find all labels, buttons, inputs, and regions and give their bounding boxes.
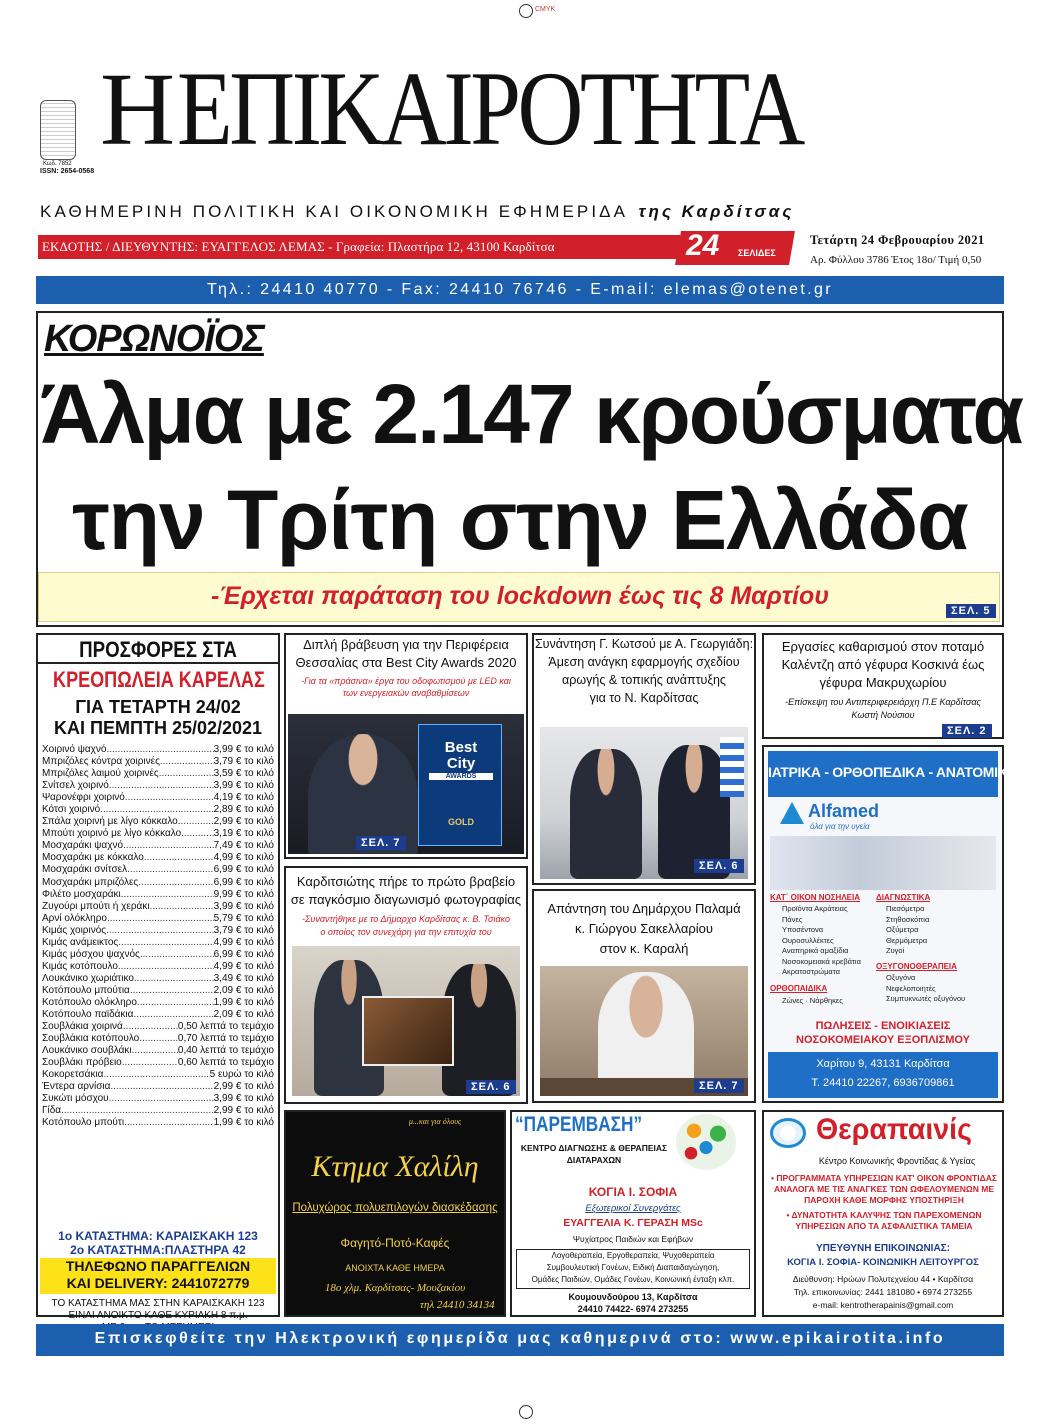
price-item-value: 3,79 € το κιλό xyxy=(213,924,274,936)
price-row xyxy=(42,889,274,901)
price-row xyxy=(42,877,274,889)
price-item-value: 2,09 € το κιλό xyxy=(213,1009,274,1021)
paremvasi-services-3: Ομάδες Παιδιών, Ομάδες Γονέων, Κοινωνική ένταξη κλπ. xyxy=(531,1275,735,1284)
mayor-title-1[interactable]: Απάντηση του Δημάρχου Παλαμά xyxy=(547,901,741,916)
price-leader xyxy=(103,1069,209,1081)
masthead-subtitle-text: ΚΑΘΗΜΕΡΙΝΗ ΠΟΛΙΤΙΚΗ ΚΑΙ ΟΙΚΟΝΟΜΙΚΗ ΕΦΗΜΕΡΙΔΑ xyxy=(40,202,629,221)
lead-kicker: ΚΟΡΩΝΟΪΟΣ xyxy=(44,318,264,360)
price-item-value: 1,99 € το κιλό xyxy=(213,996,274,1008)
phone-line-1: ΤΗΛΕΦΩΝΟ ΠΑΡΑΓΓΕΛΙΩΝ xyxy=(65,1258,251,1274)
alfamed-brand: Alfamed xyxy=(808,801,880,821)
alfamed-col2b-title: ΟΞΥΓΟΝΟΘΕΡΑΠΕΙΑ xyxy=(876,962,957,971)
alfamed-col1-list xyxy=(782,904,861,978)
alfamed-list-item: Αναπηρικά αμαξίδια xyxy=(782,946,849,955)
price-item-name: Κιμάς κοτόπουλο xyxy=(42,960,118,972)
price-item-value: 2,99 € το κιλό xyxy=(213,1105,274,1117)
alfamed-col1b-list xyxy=(782,996,843,1007)
awards-title-1[interactable]: Διπλή βράβευση για την Περιφέρεια xyxy=(303,637,509,652)
price-item-value: 4,99 € το κιλό xyxy=(213,936,274,948)
price-item-value: 0,60 λεπτά το τεμάχιο xyxy=(177,1057,274,1069)
price-row xyxy=(42,1093,274,1105)
price-leader xyxy=(122,1057,178,1069)
river-sub-2: Κωστή Νούσιου xyxy=(851,710,915,720)
price-item-value: 0,50 λεπτά το τεμάχιο xyxy=(177,1021,274,1033)
price-item-name: Κοτόπουλο μπούτια xyxy=(42,984,130,996)
price-row xyxy=(42,1105,274,1117)
price-leader xyxy=(138,877,213,889)
price-leader xyxy=(133,1009,213,1021)
price-row xyxy=(42,1081,274,1093)
price-leader xyxy=(123,840,214,852)
price-leader xyxy=(107,913,214,925)
price-item-value: 3,59 € το κιλό xyxy=(213,768,274,780)
masthead-title xyxy=(100,50,1000,167)
price-row xyxy=(42,756,274,768)
price-item-value: 4,99 € το κιλό xyxy=(213,852,274,864)
price-item-value: 2,89 € το κιλό xyxy=(213,804,274,816)
phone-line-2[interactable]: ΚΑΙ DELIVERY: 2441072779 xyxy=(66,1275,250,1291)
price-row xyxy=(42,1057,274,1069)
price-item-value: 2,09 € το κιλό xyxy=(213,984,274,996)
price-item-name: Μπριζόλες λαιμού χοιρινές xyxy=(42,768,159,780)
price-leader xyxy=(132,1045,178,1057)
badge-line-1: Best xyxy=(444,739,478,756)
price-row xyxy=(42,913,274,925)
price-row xyxy=(42,804,274,816)
price-item-value: 2,99 € το κιλό xyxy=(213,816,274,828)
price-item-name: Μπριζόλες κόντρα χοιρινές xyxy=(42,756,160,768)
price-item-name: Κότσι χοιρινό xyxy=(42,804,101,816)
price-item-name: Μοσχαράκι με κόκκαλο xyxy=(42,852,144,864)
price-leader xyxy=(61,1105,214,1117)
price-leader xyxy=(100,804,213,816)
price-item-name: Μπούτι χοιρινό με λίγο κόκκαλο xyxy=(42,828,182,840)
store-1: 1ο ΚΑΤΑΣΤΗΜΑ: ΚΑΡΑΙΣΚΑΚΗ 123 xyxy=(58,1229,258,1243)
alfamed-col2-title: ΔΙΑΓΝΩΣΤΙΚΑ xyxy=(876,893,931,902)
ktima-line-2: Φαγητό-Ποτό-Καφές xyxy=(340,1236,450,1250)
price-item-name: Ζυγούρι μπούτι ή χεράκι xyxy=(42,900,150,912)
price-item-name: Χοιρινό ψαχνό xyxy=(42,744,107,755)
alfamed-list-item: Ζώνες · Νάρθηκες xyxy=(782,996,843,1005)
therapainis-phone[interactable]: Τηλ. επικοινωνίας: 2441 181080 • 6974 273255 xyxy=(793,1287,973,1297)
photo-award-sub-1: -Συναντήθηκε με το Δήμαρχο Καρδίτσας κ. Β. Τσιάκο xyxy=(302,914,510,924)
masthead-article: Η xyxy=(100,52,174,167)
price-row xyxy=(42,901,274,913)
paremvasi-director: ΚΟΓΙΑ Ι. ΣΟΦΙΑ xyxy=(588,1185,678,1199)
photo-award-page-ref[interactable]: ΣΕΛ. 6 xyxy=(466,1080,516,1094)
price-row xyxy=(42,840,274,852)
price-item-value: 0,40 λεπτά το τεμάχιο xyxy=(177,1045,274,1057)
price-leader xyxy=(144,852,214,864)
alfamed-list-item: Ουροσυλλέκτες xyxy=(782,935,834,945)
therapainis-contact-label: ΥΠΕΥΘΥΝΗ ΕΠΙΚΟΙΝΩΝΙΑΣ: xyxy=(815,1243,951,1254)
photo-award-title-2[interactable]: σε παγκόσμιο διαγωνισμό φωτογραφίας xyxy=(290,892,522,907)
price-item-name: Λουκάνικο χωριάτικο xyxy=(42,972,134,984)
paremvasi-associate-role: Ψυχίατρος Παιδιών και Εφήβων xyxy=(572,1234,694,1244)
awards-page-ref[interactable]: ΣΕΛ. 7 xyxy=(356,836,406,850)
price-item-name: Μοσχαράκι μπριζόλες xyxy=(42,876,139,888)
alfamed-list-item: Προϊόντα Ακράτειας xyxy=(782,904,848,913)
price-item-value: 3,49 € το κιλό xyxy=(213,972,274,984)
lead-subheadline: -Έρχεται παράταση του lockdown έως τις 8 Μαρτίου xyxy=(210,582,830,610)
price-row xyxy=(42,973,274,985)
price-item-value: 7,49 € το κιλό xyxy=(213,840,274,852)
price-row xyxy=(42,768,274,780)
pages-label: ΣΕΛΙΔΕΣ xyxy=(738,248,776,258)
price-item-name: Μοσχαράκι σνίτσελ xyxy=(42,864,128,876)
alfamed-phone[interactable]: Τ. 24410 22267, 6936709861 xyxy=(811,1077,955,1089)
price-item-value: 6,99 € το κιλό xyxy=(213,864,274,876)
awards-badge xyxy=(418,724,502,846)
therapainis-subtitle: Κέντρο Κοινωνικής Φροντίδας & Υγείας xyxy=(818,1156,976,1166)
photo-award-sub-2: ο οποίος τον συνεχάρη για την επιτυχία του xyxy=(320,927,492,937)
store-2: 2ο ΚΑΤΑΣΤΗΜΑ:ΠΛΑΣΤΗΡΑ 42 xyxy=(70,1243,246,1257)
price-item-name: Κοτόπουλο ολόκληρο xyxy=(42,996,137,1008)
price-leader xyxy=(118,937,213,949)
alfamed-col1b-title: ΟΡΘΟΠΑΙΔΙΚΑ xyxy=(770,984,828,993)
price-leader xyxy=(124,1117,214,1129)
offers-title-2: ΚΡΕΟΠΩΛΕΙΑ ΚΑΡΕΛΑΣ xyxy=(53,667,265,692)
price-leader xyxy=(125,792,214,804)
price-row xyxy=(42,792,274,804)
price-leader xyxy=(134,973,214,985)
price-row xyxy=(42,949,274,961)
lead-headline-2[interactable]: την Τρίτη στην Ελλάδα xyxy=(72,473,968,567)
alfamed-products xyxy=(770,836,996,890)
price-row xyxy=(42,937,274,949)
therapainis-bullet-2: • ΔΥΝΑΤΟΤΗΤΑ ΚΑΛΥΨΗΣ ΤΩΝ ΠΑΡΕΧΟΜΕΝΩΝ ΥΠΗΡΕΣΙΩΝ ΑΠΟ ΤΑ ΑΣΦΑΛΙΣΤΙΚΑ ΤΑΜΕΙΑ xyxy=(786,1210,982,1231)
price-leader xyxy=(109,1093,214,1105)
price-leader xyxy=(181,828,213,840)
price-leader xyxy=(139,1033,178,1045)
river-title-1[interactable]: Εργασίες καθαρισμού στον ποταμό xyxy=(781,639,985,654)
therapainis-contact-name: ΚΟΓΙΑ Ι. ΣΟΦΙΑ- ΚΟΙΝΩΝΙΚΗ ΛΕΙΤΟΥΡΓΟΣ xyxy=(787,1257,979,1268)
mayor-photo xyxy=(540,966,748,1096)
price-item-name: Φιλέτο μοσχαράκι xyxy=(42,888,121,900)
price-row xyxy=(42,828,274,840)
therapainis-bullet-1: • ΠΡΟΓΡΑΜΜΑΤΑ ΥΠΗΡΕΣΙΩΝ ΚΑΤ' ΟΙΚΟΝ ΦΡΟΝΤΙΔΑΣ ΑΝΑΛΟΓΑ ΜΕ ΤΙΣ ΑΝΑΓΚΕΣ ΤΩΝ ΩΦΕΛΟΥΜΕΝΩΝ ΜΕ ΠΑΡΟΧΗ ΚΑΘΕ ΜΟΡΦΗΣ ΥΠΟΣΤΗΡΙΞΗ xyxy=(771,1173,997,1205)
price-item-value: 1,99 € το κιλό xyxy=(213,1117,274,1129)
price-leader xyxy=(130,985,214,997)
alfamed-col2-list xyxy=(886,904,929,957)
alfamed-col1-title: ΚΑΤ΄ ΟΙΚΟΝ ΝΟΣΗΛΕΙΑ xyxy=(770,893,860,902)
price-item-name: Μοσχαράκι ψαχνό xyxy=(42,840,124,852)
registration-mark-top-label: CMYK xyxy=(535,6,556,13)
price-row xyxy=(42,816,274,828)
price-row xyxy=(42,1009,274,1021)
price-row xyxy=(42,780,274,792)
ktima-line-3: ΑΝΟΙΧΤΑ ΚΑΘΕ ΗΜΕΡΑ xyxy=(345,1263,445,1273)
price-item-name: Σουβλάκια κοτόπουλο xyxy=(42,1033,140,1045)
alfamed-address: Χαρίτου 9, 43131 Καρδίτσα xyxy=(816,1058,950,1070)
awards-sub-2: των ενεργειακών αναβαθμίσεων xyxy=(342,688,470,698)
price-item-name: Κιμάς χοιρινός xyxy=(42,924,107,936)
price-leader xyxy=(127,864,213,876)
masthead-title-text: ΕΠΙΚΑΙΡΟΤΗΤΑ xyxy=(177,50,802,167)
price-item-name: Γίδα xyxy=(42,1105,62,1117)
alfamed-list-item: Ακρατοστρώματα xyxy=(782,967,840,976)
photo-award-print xyxy=(362,996,454,1066)
therapainis-address: Διεύθυνση: Ηρώων Πολυτεχνείου 44 • Καρδίτσα xyxy=(792,1274,974,1284)
alfamed-list-item: Στηθοσκόπια xyxy=(886,914,930,924)
price-row xyxy=(42,925,274,937)
price-leader xyxy=(106,744,213,756)
price-item-name: Κιμάς μόσχου ψαχνός xyxy=(42,948,140,960)
therapainis-email[interactable]: e-mail: kentrotherapainis@gmail.com xyxy=(812,1300,954,1310)
price-leader xyxy=(118,961,214,973)
price-item-name: Κοτόπουλο παϊδάκια xyxy=(42,1009,134,1021)
price-item-name: Ψαρονέφρι χοιρινό xyxy=(42,792,125,804)
pages-number: 24 xyxy=(686,229,720,262)
price-item-name: Κοκορετσάκια xyxy=(42,1069,104,1081)
price-leader xyxy=(178,816,214,828)
registration-mark-bottom xyxy=(519,1405,533,1419)
paremvasi-subtitle-1: ΚΕΝΤΡΟ ΔΙΑΓΝΩΣΗΣ & ΘΕΡΑΠΕΙΑΣ xyxy=(520,1143,668,1153)
paremvasi-services-1: Λογοθεραπεία, Εργοθεραπεία, Ψυχοθεραπεία xyxy=(551,1251,715,1260)
alfamed-list-item: Πάνες xyxy=(782,914,803,924)
store-note-1: ΤΟ ΚΑΤΑΣΤΗΜΑ ΜΑΣ ΣΤΗΝ ΚΑΡΑΙΣΚΑΚΗ 123 xyxy=(51,1298,265,1309)
price-item-value: 4,19 € το κιλό xyxy=(213,792,274,804)
river-sub-1: -Επίσκεψη του Αντιπεριφερειάρχη Π.Ε Καρδίτσας xyxy=(785,697,981,707)
meeting-title-2[interactable]: Άμεση ανάγκη εφαρμογής σχεδίου xyxy=(548,655,740,669)
contact-bar-text: Τηλ.: 24410 40770 - Fax: 24410 76746 - E-mail: elemas@otenet.gr xyxy=(206,281,834,298)
footer-text[interactable]: Επισκεφθείτε την Ηλεκτρονική εφημερίδα μας καθημερινά στο: www.epikairotita.info xyxy=(94,1330,946,1347)
ktima-phone[interactable]: τηλ 24410 34134 xyxy=(420,1299,495,1311)
ktima-line-1: Πολυχώρος πολυεπιλογών διασκέδασης xyxy=(292,1202,498,1214)
alfamed-list-item: Θερμόμετρα xyxy=(886,935,928,945)
meeting-title-4[interactable]: για το Ν. Καρδίτσας xyxy=(589,691,699,705)
alfamed-sales-2: ΝΟΣΟΚΟΜΕΙΑΚΟΥ ΕΞΟΠΛΙΣΜΟΥ xyxy=(796,1034,970,1046)
issue-date: Τετάρτη 24 Φεβρουαρίου 2021 xyxy=(810,233,985,247)
price-leader xyxy=(140,949,214,961)
price-item-value: 3,99 € το κιλό xyxy=(213,900,274,912)
ktima-name[interactable]: Κτημα Χαλίλη xyxy=(311,1150,479,1183)
photo-award-title-1[interactable]: Καρδιτσιώτης πήρε το πρώτο βραβείο xyxy=(296,874,516,889)
meeting-person-left xyxy=(570,749,642,879)
awards-sub-1: -Για τα «πράσινα» έργα του οδοφωτισμού με LED και xyxy=(301,676,511,686)
price-leader xyxy=(160,756,214,768)
mayor-title-2[interactable]: κ. Γιώργου Σακελλαρίου xyxy=(575,921,713,936)
river-title-3[interactable]: γέφυρα Μακρυχωρίου xyxy=(819,675,947,690)
price-leader xyxy=(159,768,214,780)
price-leader xyxy=(150,901,214,913)
paremvasi-phones[interactable]: 24410 74422- 6974 273255 xyxy=(577,1304,689,1314)
price-row xyxy=(42,744,274,756)
price-item-value: 2,99 € το κιλό xyxy=(213,1081,274,1093)
awards-title-2[interactable]: Θεσσαλίας στα Best City Awards 2020 xyxy=(295,655,517,670)
price-item-value: 3,99 € το κιλό xyxy=(213,780,274,792)
price-item-name: Σουβλάκι πρόβειο xyxy=(42,1057,122,1069)
mayor-page-ref[interactable]: ΣΕΛ. 7 xyxy=(694,1079,744,1093)
price-item-name: Σπάλα χοιρινή με λίγο κόκκαλο xyxy=(42,816,178,828)
price-list xyxy=(42,744,274,1130)
awards-photo xyxy=(288,714,524,854)
price-row xyxy=(42,1117,274,1129)
price-item-value: 3,79 € το κιλό xyxy=(213,756,274,768)
alfamed-list-item: Ζυγοί xyxy=(886,946,905,955)
paremvasi-associate: ΕΥΑΓΓΕΛΙΑ Κ. ΓΕΡΑΣΗ MSc xyxy=(563,1217,703,1229)
price-item-value: 3,99 € το κιλό xyxy=(213,744,274,755)
river-title-2[interactable]: Καλέντζη από γέφυρα Κοσκινά έως xyxy=(781,657,985,672)
offers-dates-1: ΓΙΑ ΤΕΤΑΡΤΗ 24/02 xyxy=(75,697,241,717)
alfamed-list-item: Υποσέντονα xyxy=(782,925,824,934)
alfamed-list-item: Νεφελοποιητές xyxy=(886,983,936,993)
price-row xyxy=(42,985,274,997)
price-leader xyxy=(137,997,214,1009)
price-item-value: 5,79 € το κιλό xyxy=(213,912,274,924)
paremvasi-associates-label: Εξωτερικοί Συνεργάτες xyxy=(585,1203,681,1214)
lead-headline-1[interactable]: Άλμα με 2.147 κρούσματα xyxy=(40,367,1023,461)
meeting-photo xyxy=(540,727,748,879)
alfamed-header: ΙΑΤΡΙΚΑ - ΟΡΘΟΠΕΔΙΚΑ - ΑΝΑΤΟΜΙΚΑ xyxy=(768,764,1018,780)
meeting-title-1[interactable]: Συνάντηση Γ. Κωτσού με Α. Γεωργιάδη: xyxy=(534,637,754,651)
masthead-subtitle xyxy=(40,202,794,222)
paremvasi-services-2: Συμβουλευτική Γονέων, Ειδική Διαπαιδαγώγηση, xyxy=(546,1263,720,1272)
code-label: Κωδ. 7852 xyxy=(43,161,72,167)
price-item-value: 3,99 € το κιλό xyxy=(213,1093,274,1105)
price-row xyxy=(42,1069,274,1081)
seal-logo xyxy=(40,100,76,160)
badge-line-3: AWARDS xyxy=(429,773,493,780)
price-item-name: Σνίτσελ χοιρινό xyxy=(42,780,109,792)
alfamed-sales-1: ΠΩΛΗΣΕΙΣ - ΕΝΟΙΚΙΑΣΕΙΣ xyxy=(815,1020,951,1032)
mayor-title-3[interactable]: στον κ. Καραλή xyxy=(599,941,689,956)
issue-number: Αρ. Φύλλου 3786 Έτος 18ο/ Τιμή 0,50 xyxy=(810,254,982,266)
paremvasi-tree-icon xyxy=(676,1114,736,1170)
ktima-topline: μ...και για όλους xyxy=(408,1117,462,1126)
price-item-value: 5 ευρώ το κιλό xyxy=(209,1069,274,1081)
price-leader xyxy=(110,1081,213,1093)
alfamed-list-item: Νοσοκομειακά κρεβάτια xyxy=(782,956,861,966)
price-item-value: 0,70 λεπτά το τεμάχιο xyxy=(177,1033,274,1045)
price-item-name: Συκώτι μόσχου xyxy=(42,1093,109,1105)
price-row xyxy=(42,961,274,973)
meeting-title-3[interactable]: αρωγής & τοπικής ανάπτυξης xyxy=(562,673,726,687)
price-item-name: Αρνί ολόκληρο xyxy=(42,912,107,924)
alfamed-logo-icon xyxy=(780,802,804,824)
paremvasi-title: “ΠΑΡΕΜΒΑΣΗ” xyxy=(515,1113,643,1136)
ktima-location: 18ο χλμ. Καρδίτσας- Μουζακίου xyxy=(324,1282,466,1294)
price-item-value: 6,99 € το κιλό xyxy=(213,876,274,888)
price-item-value: 4,99 € το κιλό xyxy=(213,960,274,972)
offers-rule xyxy=(38,662,278,664)
price-item-value: 3,19 € το κιλό xyxy=(213,828,274,840)
price-row xyxy=(42,864,274,876)
price-leader xyxy=(109,780,214,792)
river-page-ref[interactable]: ΣΕΛ. 2 xyxy=(942,724,992,738)
therapainis-title: Θεραπαινίς xyxy=(816,1113,972,1146)
price-item-name: Κοτόπουλο μπούτι xyxy=(42,1117,125,1129)
price-item-name: Έντερα αρνίσια xyxy=(42,1081,111,1093)
store-note-2: ΕΙΝΑΙ ΑΝΟΙΚΤΟ ΚΑΘΕ ΚΥΡΙΑΚΗ 8 π.μ. xyxy=(68,1310,248,1321)
alfamed-list-item: Οξύμετρα xyxy=(886,925,919,934)
price-row xyxy=(42,997,274,1009)
price-row xyxy=(42,1021,274,1033)
meeting-flag xyxy=(720,737,744,797)
lead-page-ref[interactable]: ΣΕΛ. 5 xyxy=(946,604,996,618)
price-row xyxy=(42,852,274,864)
meeting-page-ref[interactable]: ΣΕΛ. 6 xyxy=(694,859,744,873)
alfamed-col2b-list xyxy=(886,973,965,1005)
price-row xyxy=(42,1045,274,1057)
offers-title-1: ΠΡΟΣΦΟΡΕΣ ΣΤΑ xyxy=(79,637,237,662)
price-leader xyxy=(123,1021,178,1033)
price-item-name: Κιμάς ανάμεικτος xyxy=(42,936,119,948)
photo-award-photo xyxy=(292,946,520,1096)
price-item-name: Σουβλάκια χοιρινά xyxy=(42,1021,123,1033)
price-item-value: 9,99 € το κιλό xyxy=(213,888,274,900)
price-row xyxy=(42,1033,274,1045)
publisher-text: ΕΚΔΟΤΗΣ / ΔΙΕΥΘΥΝΤΗΣ: ΕΥΑΓΓΕΛΟΣ ΛΕΜΑΣ - Γραφεία: Πλαστήρα 12, 43100 Καρδίτσα xyxy=(42,239,555,254)
alfamed-list-item: Οξυγόνα xyxy=(886,973,916,982)
price-leader xyxy=(121,889,214,901)
masthead-subtitle-suffix: της Καρδίτσας xyxy=(638,202,795,221)
therapainis-heart-icon xyxy=(770,1118,806,1148)
alfamed-list-item: Συμπυκνωτές οξυγόνου xyxy=(886,994,966,1003)
paremvasi-address: Κουμουνδούρου 13, Καρδίτσα xyxy=(568,1292,698,1302)
badge-level: GOLD xyxy=(448,817,474,827)
paremvasi-subtitle-2: ΔΙΑΤΑΡΑΧΩΝ xyxy=(566,1155,622,1165)
offers-dates-2: ΚΑΙ ΠΕΜΠΤΗ 25/02/2021 xyxy=(53,718,263,738)
alfamed-tagline: όλα για την υγεία xyxy=(810,822,870,831)
price-leader xyxy=(106,925,214,937)
price-item-name: Λουκάνικο σουβλάκι xyxy=(42,1045,132,1057)
issn: ISSN: 2654-0568 xyxy=(40,168,95,175)
registration-mark-top xyxy=(519,4,533,18)
badge-line-2: City xyxy=(446,755,476,772)
price-item-value: 6,99 € το κιλό xyxy=(213,948,274,960)
alfamed-list-item: Πιεσόμετρα xyxy=(886,904,925,913)
